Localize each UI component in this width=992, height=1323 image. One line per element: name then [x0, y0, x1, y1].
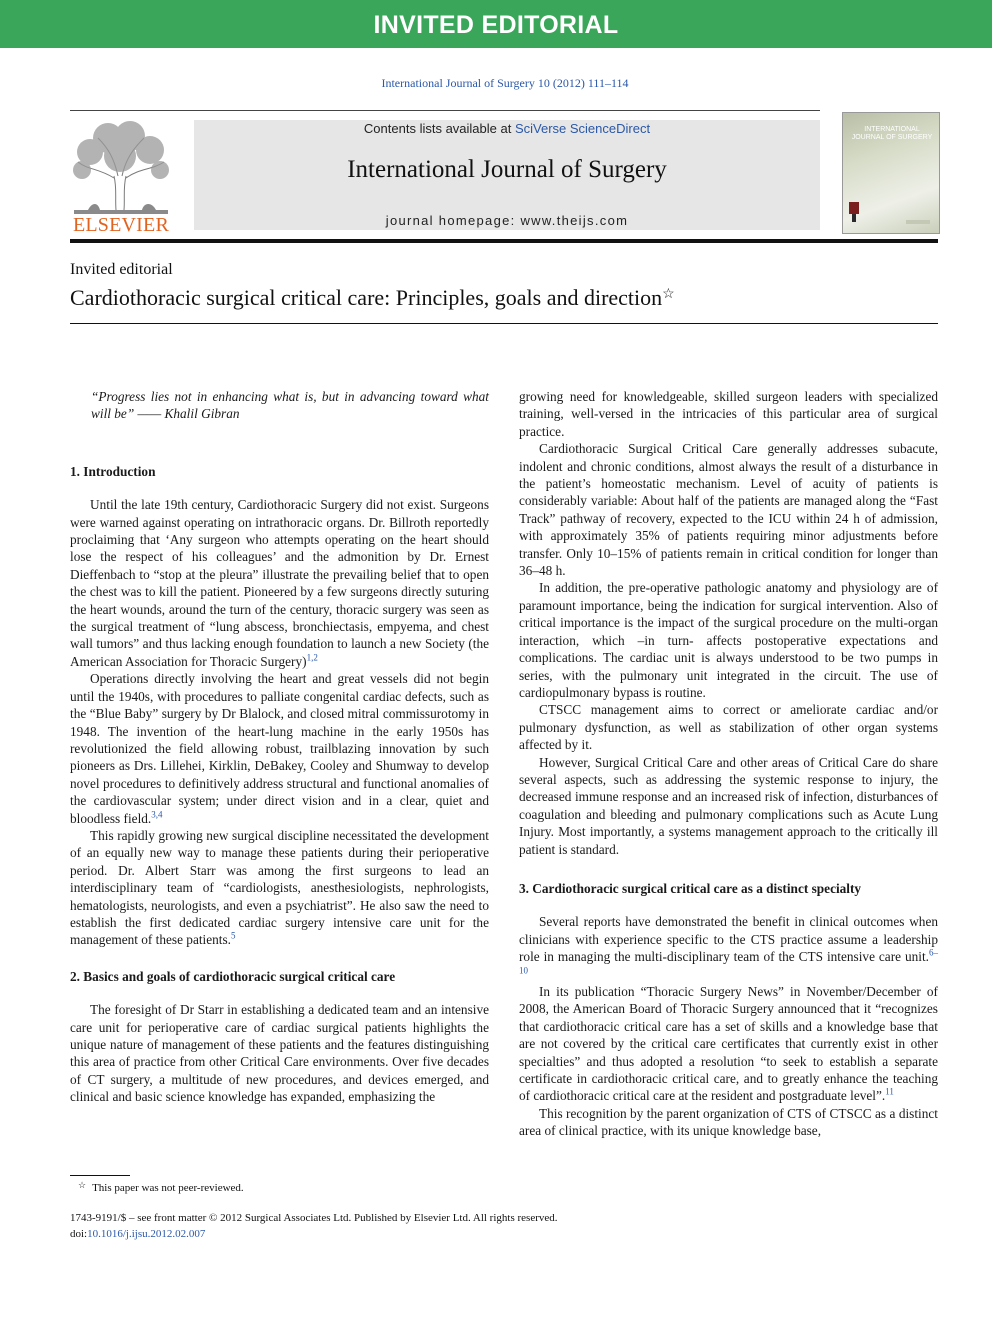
- left-column: [70, 388, 489, 1106]
- paragraph: [70, 670, 489, 827]
- article-type: Invited editorial: [70, 261, 173, 278]
- paragraph: [519, 913, 938, 983]
- copyright-block: [70, 1211, 558, 1242]
- journal-homepage[interactable]: journal homepage: www.theijs.com: [385, 213, 629, 228]
- paragraph-text: Several reports have demonstrated the benefit in clinical outcomes when clinicians with experience specific to the CTS practice assume a leadership role in managing the multi-disciplinary team of the CTS intensive care unit.: [519, 914, 938, 965]
- paragraph: Cardiothoracic Surgical Critical Care generally addresses subacute, indolent and chronic conditions, almost always the result of a disturbance in the patient’s homeostatic mechanism. Level of acuity of patients is considerably variable: About half of the patients are managed along the “Fast Track” pathway of recovery, expected to the ICU within 24 h of admission, with approximately 35% of patients requiring minor adjustments before transfer. Only 10–15% of patients remain in critical condition for longer than 36–48 h.: [519, 441, 938, 579]
- cover-title: INTERNATIONAL JOURNAL OF SURGERY: [851, 126, 933, 141]
- paragraph-text: Operations directly involving the heart and great vessels did not begin until the 1940s, with procedures to palliate congenital cardiac defects, such as the “Blue Baby” surgery by Dr Blalock, and closed mitral commissurotomy in 1948. The invention of the heart-lung machine in the early 1950s has revolutionized the field allowing robust, trailblazing innovation by such pioneers as Drs. Lillehei, Kirklin, DeBakey, Cooley and Shumway to develop novel procedures to definitively address structural and functional anomalies of the cardiovascular system; under direct vision and in a clear, quiet and bloodless field.: [70, 671, 489, 826]
- paragraph-text: Until the late 19th century, Cardiothoracic Surgery did not exist. Surgeons were warned against operating on intrathoracic organs. Dr. Billroth reportedly proclaiming that ‘Any surgeon who attempts operating on the heart should lose the respect of his colleagues’ and the admonition by Dr. Ernest Dieffenbach to “stop at the pleura” illustrate the prevailing belief that to open the chest was to kill the patient. Pioneered by a few surgeons directly suturing the heart wounds, around the turn of the century, thoracic surgery was seen as the surgical treatment of “lung abscess, bronchiectasis, empyema, and chest wall tumors” and thus lacking enough foundation to launch a new Society (the American Association for Thoracic Surgery): [70, 497, 489, 669]
- doi-label: doi:: [70, 1227, 88, 1240]
- journal-title: International Journal of Surgery: [347, 156, 667, 183]
- section-heading-introduction: 1. Introduction: [70, 463, 156, 479]
- epigraph: “Progress lies not in enhancing what is, but in advancing toward what will be” —— Khalil Gibran: [91, 389, 489, 422]
- paragraph: [519, 983, 938, 1105]
- doi-link[interactable]: 10.1016/j.ijsu.2012.02.007: [87, 1227, 206, 1240]
- paragraph: In addition, the pre-operative pathologic anatomy and physiology are of paramount importance, being the indication for surgical intervention. Also of critical importance is the impact of the surgical procedure on the multi-organ interaction, which –in turn- affects postoperative expectations and complications. The cardiac unit is always understood to be two pumps in series, with the pulmonary unit integrated in the circuit. The use of cardiopulmonary bypass is routine.: [519, 580, 938, 700]
- paragraph: CTSCC management aims to correct or ameliorate cardiac and/or pulmonary dysfunction, as well as stabilization of other organ systems affected by it.: [519, 702, 938, 753]
- article-title-text: Cardiothoracic surgical critical care: Principles, goals and direction: [70, 285, 663, 310]
- paragraph: The foresight of Dr Starr in establishing a dedicated team and an intensive care unit for perioperative care of cardiac surgical patients highlights the unique nature of management of these patients and the features distinguishing this area of practice from other Critical Care environments. Over five decades of CT surgery, a multitude of new procedures, and devices emerged, and clinical and basic science knowledge has expanded, emphasizing the: [70, 1002, 489, 1105]
- issn-copyright: 1743-9191/$ – see front matter © 2012 Surgical Associates Ltd. Published by Elsevier Ltd. All rights reserved.: [70, 1212, 558, 1224]
- paragraph: [70, 496, 489, 670]
- footnote-rule: [70, 1175, 130, 1176]
- reference-link[interactable]: 6–10: [519, 947, 938, 976]
- invited-editorial-banner: INVITED EDITORIAL: [0, 0, 992, 48]
- title-footnote-mark[interactable]: ☆: [662, 287, 675, 302]
- paragraph: This recognition by the parent organization of CTS of CTSCC as a distinct area of clinical practice, with its unique knowledge base,: [519, 1105, 938, 1139]
- contents-available-line: [194, 121, 820, 136]
- right-column: [519, 388, 938, 1140]
- footnote-mark: ☆: [78, 1180, 87, 1190]
- section-heading-basics: 2. Basics and goals of cardiothoracic surgical critical care: [70, 968, 396, 984]
- elsevier-wordmark: ELSEVIER: [72, 214, 170, 236]
- header-top-rule: [70, 110, 820, 111]
- reference-link[interactable]: 5: [231, 930, 236, 941]
- footnote: [78, 1180, 244, 1194]
- paragraph: [70, 827, 489, 949]
- paragraph-text: This rapidly growing new surgical discipline necessitated the development of an equally new way to manage these patients during their perioperative period. Dr. Albert Starr was among the first surgeons to lead an interdisciplinary team of “cardiologists, anesthesiologists, nephrologists, hematologists, neurologists, and even a psychiatrist”. He also saw the need to establish the first dedicated cardiac surgery intensive care unit for the management of these patients.: [70, 827, 489, 948]
- article-title: [70, 285, 675, 311]
- title-rule: [70, 323, 938, 324]
- reference-link[interactable]: 3,4: [151, 809, 163, 820]
- contents-prefix: Contents lists available at: [363, 121, 515, 136]
- section-heading-distinct-specialty: 3. Cardiothoracic surgical critical care as a distinct specialty: [519, 880, 862, 896]
- paragraph-text: In its publication “Thoracic Surgery News” in November/December of 2008, the American Board of Thoracic Surgery announced that it “recognizes that cardiothoracic critical care has a set of skills and a knowledge base that are not covered by the critical care certificates that currently exist in other specialties” and thus adopted a resolution “to seek to establish a separate certificate in cardiothoracic critical care, and to greatly enhance the teaching of cardiothoracic critical care at the resident and postgraduate level”.: [519, 984, 938, 1104]
- paragraph: growing need for knowledgeable, skilled surgeon leaders with specialized training, well-versed in the intricacies of this particular area of surgical practice.: [519, 389, 938, 439]
- reference-link[interactable]: 11: [885, 1087, 894, 1098]
- journal-citation[interactable]: International Journal of Surgery 10 (2012) 111–114: [381, 76, 629, 90]
- paragraph: However, Surgical Critical Care and other areas of Critical Care do share several aspects, such as addressing the systemic response to injury, the decreased immune response and an increased risk of infection, disturbances of coagulation and bleeding and pulmonary complications such as Acute Lung Injury. Most importantly, a systems management approach to the critically ill patient is standard.: [519, 754, 938, 857]
- sciencedirect-link[interactable]: SciVerse ScienceDirect: [514, 121, 651, 136]
- header-thick-rule: [70, 239, 938, 243]
- reference-link[interactable]: 1,2: [306, 652, 318, 663]
- doi-line: [70, 1227, 558, 1243]
- footnote-text: This paper was not peer-reviewed.: [92, 1182, 244, 1194]
- cover-crest-icon: [846, 200, 934, 228]
